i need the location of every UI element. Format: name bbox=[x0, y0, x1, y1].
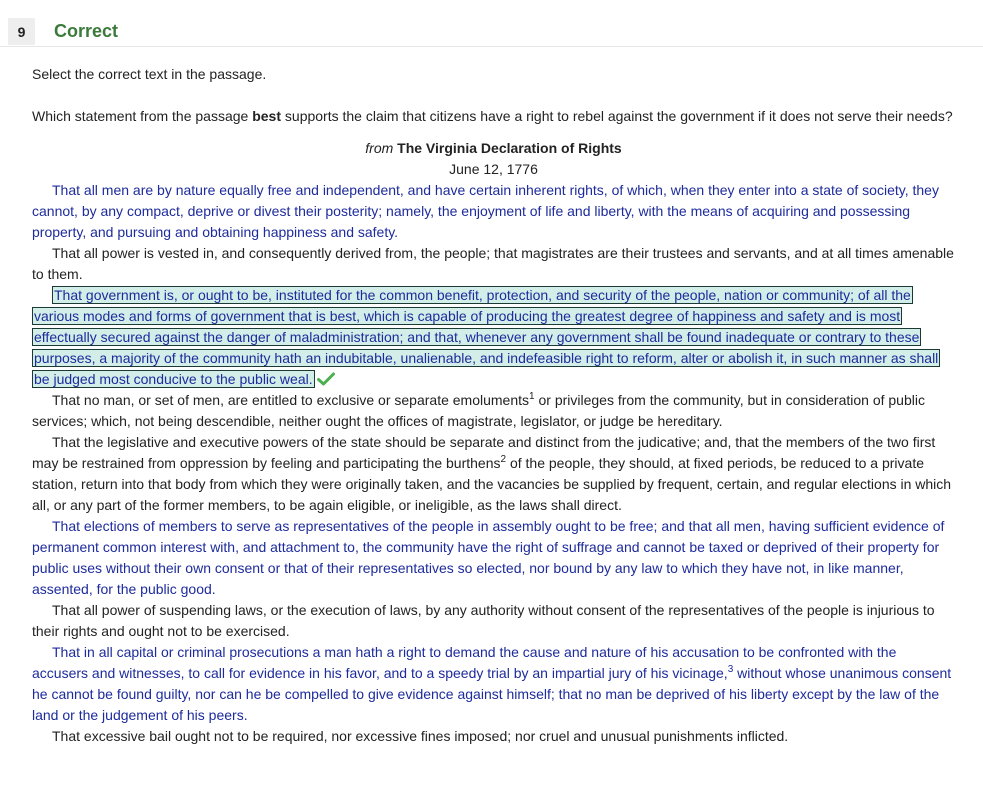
footnote-2: 2 bbox=[500, 454, 507, 465]
passage-date: June 12, 1776 bbox=[449, 161, 538, 177]
passage-paragraph-5 bbox=[32, 432, 955, 516]
passage-paragraph-2: That all power is vested in, and consequently derived from, the people; that magistrates are their trustees and servants, and at all times amenable to them. bbox=[32, 245, 954, 282]
selectable-sentence-3-text-b: without whose unanimous consent he cannot be found guilty, nor can he be compelled to give evidence against himself; that no man be deprived of his liberty except by the law of the land or the judgement of his peers. bbox=[32, 665, 952, 723]
question-text-after: supports the claim that citizens have a right to rebel against the government if it does not serve their needs? bbox=[281, 108, 953, 124]
question-number-badge: 9 bbox=[8, 18, 35, 45]
status-label: Correct bbox=[54, 21, 119, 41]
passage-paragraph-4-text-b: or privileges from the community, but in consideration of public services; which, not being descendible, neither ought the offices of magistrate, legislator, or judge be hereditary. bbox=[32, 392, 925, 429]
passage-title-name: The Virginia Declaration of Rights bbox=[397, 140, 622, 156]
passage-title-from: from bbox=[365, 140, 394, 156]
question-content bbox=[32, 60, 955, 747]
passage-paragraph-9: That excessive bail ought not to be required, nor excessive fines imposed; nor cruel and unusual punishments inflicted. bbox=[52, 728, 789, 744]
passage-title bbox=[32, 138, 955, 159]
question-emphasis: best bbox=[252, 108, 282, 124]
question-header bbox=[0, 0, 983, 47]
checkmark-icon bbox=[317, 372, 335, 386]
passage-paragraph-5-text-a: That the legislative and executive powers of the state should be separate and distinct from the judicative; and, that the members of the two first may be restrained from oppression by feeling and participating the burthens bbox=[32, 434, 936, 471]
passage-paragraph-7: That all power of suspending laws, or the execution of laws, by any authority without consent of the representatives of the people is injurious to their rights and ought not to be exercised. bbox=[32, 602, 935, 639]
selected-sentence-correct[interactable]: That government is, or ought to be, instituted for the common benefit, protection, and security of the people, nation or community; of all the various modes and forms of government that is best, which is capable of producing the greatest degree of happiness and safety and is most effectually secured against the danger of maladministration; and that, whenever any government shall be found inadequate or contrary to these purposes, a majority of the community hath an indubitable, unalienable, and indefeasible right to reform, alter or abolish it, in such manner as shall be judged most conducive to the public weal. bbox=[34, 287, 939, 387]
selectable-sentence-3-text-a: That in all capital or criminal prosecutions a man hath a right to demand the cause and nature of his accusation to be confronted with the accusers and witnesses, to call for evidence in his favor, and to a speedy trial by an impartial jury of his vicinage, bbox=[32, 644, 897, 681]
selectable-sentence-1[interactable]: That all men are by nature equally free and independent, and have certain inherent rights, of which, when they enter into a state of society, they cannot, by any compact, deprive or divest their posterity; namely, the enjoyment of life and liberty, with the means of acquiring and possessing property, and pursuing and obtaining happiness and safety. bbox=[32, 182, 939, 240]
selectable-sentence-2[interactable]: That elections of members to serve as representatives of the people in assembly ought to be free; and that all men, having sufficient evidence of permanent common interest with, and attachment to, the community have the right of suffrage and cannot be taxed or deprived of their property for public uses without their own consent or that of their representatives so elected, nor bound by any law to which they have not, in like manner, assented, for the public good. bbox=[32, 518, 945, 597]
footnote-3: 3 bbox=[727, 664, 734, 675]
passage-paragraph-5-text-b: of the people, they should, at fixed periods, be reduced to a private station, return into that body from which they were originally taken, and the vacancies be supplied by frequent, certain, and regular elections in which all, or any part of the former members, to be again eligible, or ineligible, as the laws shall direct. bbox=[32, 455, 952, 513]
footnote-1: 1 bbox=[529, 391, 535, 402]
passage-paragraph-4-text-a: That no man, or set of men, are entitled to exclusive or separate emoluments bbox=[52, 392, 530, 408]
question-prompt bbox=[32, 104, 955, 128]
passage-body bbox=[32, 180, 955, 747]
passage-paragraph-4 bbox=[32, 390, 955, 432]
selectable-sentence-3[interactable] bbox=[32, 644, 951, 723]
instruction-text: Select the correct text in the passage. bbox=[32, 66, 267, 82]
question-text-before: Which statement from the passage bbox=[32, 108, 253, 124]
